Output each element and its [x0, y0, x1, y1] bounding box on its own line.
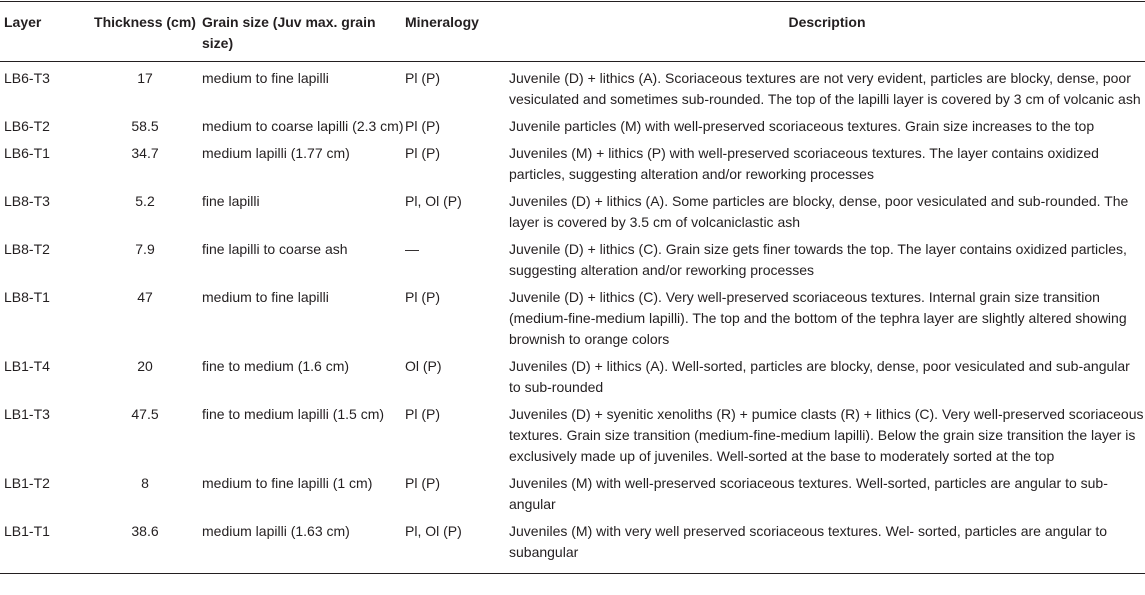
tephra-layers-table [0, 1, 1145, 574]
cell-thickness: 47.5 [131, 406, 159, 422]
cell-mineralogy: Pl, Ol (P) [405, 523, 462, 539]
table-row [0, 137, 1145, 185]
cell-grain-size: medium to fine lapilli [202, 289, 329, 305]
cell-layer: LB8-T2 [4, 241, 50, 257]
table-row [0, 467, 1145, 515]
cell-thickness: 8 [141, 475, 149, 491]
cell-description: Juvenile (D) + lithics (C). Grain size gets finer towards the top. The layer contains oxidized particles, suggesting alteration and/or reworking processes [509, 241, 1127, 278]
cell-layer: LB1-T1 [4, 523, 50, 539]
cell-grain-size: fine lapilli to coarse ash [202, 241, 348, 257]
header-mineralogy: Mineralogy [405, 14, 479, 30]
cell-layer: LB1-T2 [4, 475, 50, 491]
cell-description: Juvenile (D) + lithics (A). Scoriaceous textures are not very evident, particles are blocky, dense, poor vesiculated and sometimes sub-rounded. The top of the lapilli layer is covered by 3 cm of volcanic ash [509, 70, 1141, 107]
cell-thickness: 7.9 [135, 241, 155, 257]
table-body [0, 62, 1145, 574]
cell-description: Juveniles (D) + syenitic xenoliths (R) + pumice clasts (R) + lithics (C). Very well-preserved scoriaceous textures. Grain size transition (medium-fine-medium lapilli). Below the grain size transition the layer is exclusively made up of juveniles. Well-sorted at the base to moderately sorted at the top [509, 406, 1144, 464]
table-row [0, 398, 1145, 467]
cell-layer: LB1-T3 [4, 406, 50, 422]
cell-grain-size: medium lapilli (1.77 cm) [202, 145, 350, 161]
cell-mineralogy: Pl (P) [405, 118, 440, 134]
cell-mineralogy: Pl (P) [405, 289, 440, 305]
cell-layer: LB1-T4 [4, 358, 50, 374]
cell-mineralogy: — [405, 241, 419, 257]
table-row [0, 62, 1145, 111]
table-row [0, 233, 1145, 281]
cell-mineralogy: Pl (P) [405, 475, 440, 491]
cell-thickness: 47 [137, 289, 153, 305]
cell-mineralogy: Ol (P) [405, 358, 442, 374]
cell-layer: LB6-T2 [4, 118, 50, 134]
cell-thickness: 58.5 [131, 118, 159, 134]
header-thickness: Thickness (cm) [94, 14, 196, 30]
cell-layer: LB6-T1 [4, 145, 50, 161]
cell-description: Juveniles (M) with very well preserved scoriaceous textures. Wel- sorted, particles are angular to subangular [509, 523, 1108, 560]
table-header [0, 2, 1145, 62]
header-description: Description [788, 14, 866, 30]
cell-grain-size: fine lapilli [202, 193, 260, 209]
cell-mineralogy: Pl, Ol (P) [405, 193, 462, 209]
table-row [0, 185, 1145, 233]
cell-description: Juvenile particles (M) with well-preserved scoriaceous textures. Grain size increases to the top [509, 118, 1095, 134]
table-row [0, 350, 1145, 398]
cell-mineralogy: Pl (P) [405, 70, 440, 86]
cell-description: Juveniles (D) + lithics (A). Well-sorted, particles are blocky, dense, poor vesiculated and sub-angular to sub-rounded [509, 358, 1130, 395]
table-row [0, 515, 1145, 574]
header-row [0, 2, 1145, 62]
cell-grain-size: medium to coarse lapilli (2.3 cm) [202, 118, 404, 134]
cell-layer: LB8-T1 [4, 289, 50, 305]
cell-layer: LB8-T3 [4, 193, 50, 209]
cell-description: Juvenile (D) + lithics (C). Very well-preserved scoriaceous textures. Internal grain size transition (medium-fine-medium lapilli). The top and the bottom of the tephra layer are slightly altered showing brownish to orange colors [509, 289, 1127, 347]
cell-thickness: 5.2 [135, 193, 155, 209]
cell-mineralogy: Pl (P) [405, 406, 440, 422]
cell-grain-size: medium lapilli (1.63 cm) [202, 523, 350, 539]
cell-thickness: 20 [137, 358, 153, 374]
cell-description: Juveniles (M) with well-preserved scoriaceous textures. Well-sorted, particles are angular to sub-angular [509, 475, 1108, 512]
cell-thickness: 38.6 [131, 523, 159, 539]
header-layer: Layer [4, 14, 42, 30]
table-row [0, 281, 1145, 350]
cell-grain-size: fine to medium (1.6 cm) [202, 358, 350, 374]
header-grain-size: Grain size (Juv max. grain size) [202, 14, 376, 51]
cell-description: Juveniles (M) + lithics (P) with well-preserved scoriaceous textures. The layer contains oxidized particles, suggesting alteration and/or reworking processes [509, 145, 1099, 182]
cell-layer: LB6-T3 [4, 70, 50, 86]
cell-thickness: 17 [137, 70, 153, 86]
cell-grain-size: medium to fine lapilli [202, 70, 329, 86]
cell-grain-size: fine to medium lapilli (1.5 cm) [202, 406, 385, 422]
cell-thickness: 34.7 [131, 145, 159, 161]
cell-mineralogy: Pl (P) [405, 145, 440, 161]
cell-description: Juveniles (D) + lithics (A). Some particles are blocky, dense, poor vesiculated and sub-rounded. The layer is covered by 3.5 cm of volcaniclastic ash [509, 193, 1129, 230]
cell-grain-size: medium to fine lapilli (1 cm) [202, 475, 373, 491]
table-row [0, 110, 1145, 137]
